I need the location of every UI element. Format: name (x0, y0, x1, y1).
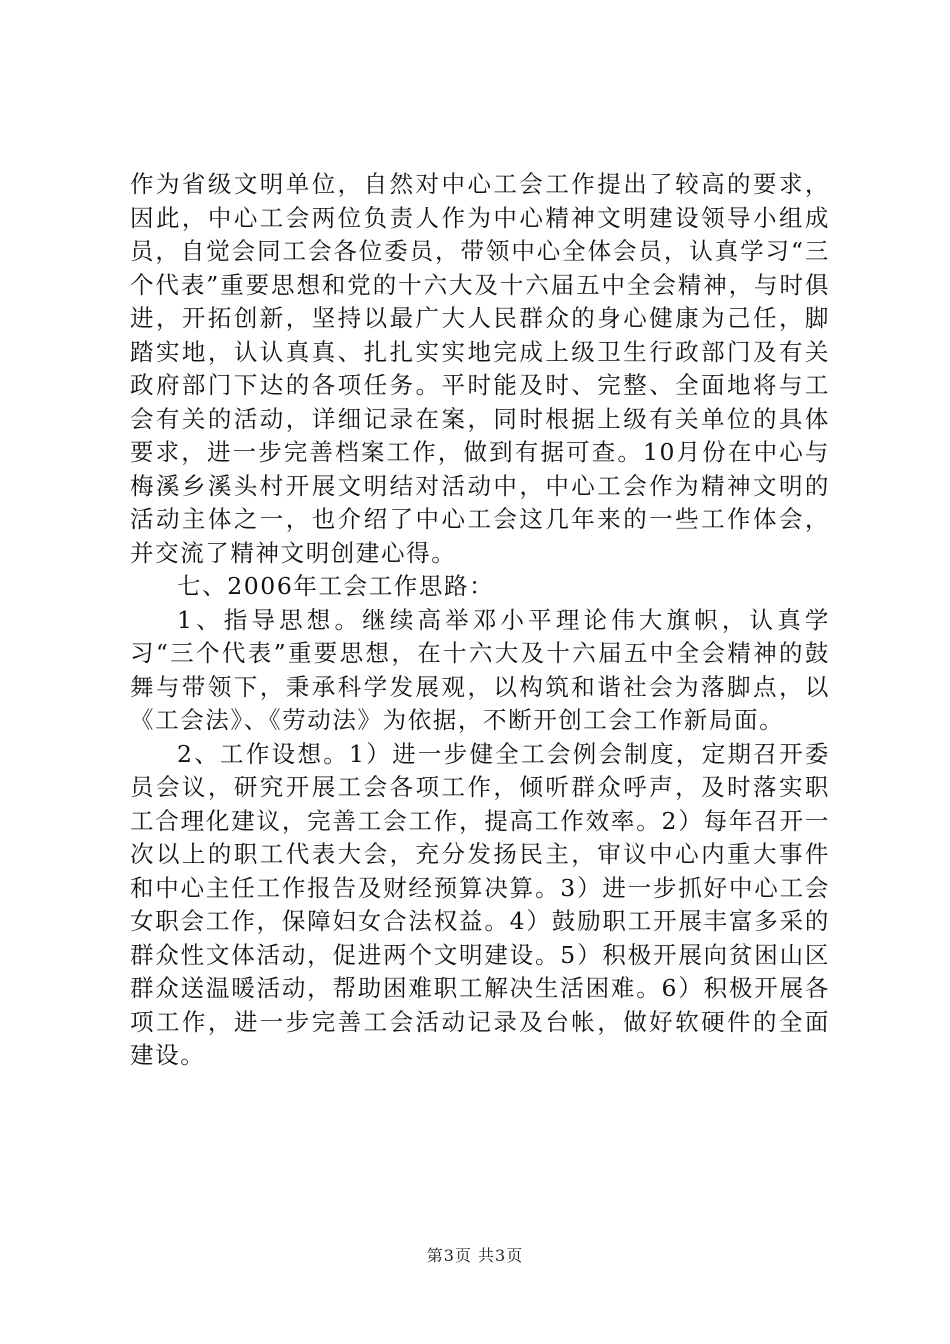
section-heading-2006-plan: 七、2006年工会工作思路： (177, 572, 495, 600)
page-number-footer: 第3页 共3页 (426, 1246, 524, 1265)
paragraph-civilization-work: 作为省级文明单位，自然对中心工会工作提出了较高的要求，因此，中心工会两位负责人作为中心精神文明建设领导小组成员，自觉会同工会各位委员，带领中心全体会员，认真学习“三个代表”重要思想和党的十六大及十六届五中全会精神，与时俱进，开拓创新，坚持以最广大人民群众的身心健康为己任，脚踏实地，认认真真、扎扎实实地完成上级卫生行政部门及有关政府部门下达的各项任务。平时能及时、完整、全面地将与工会有关的活动，详细记录在案，同时根据上级有关单位的具体要求，进一步完善档案工作，做到有据可查。10月份在中心与梅溪乡溪头村开展文明结对活动中，中心工会作为精神文明的活动主体之一，也介绍了中心工会这几年来的一些工作体会，并交流了精神文明创建心得。 (130, 170, 830, 567)
paragraph-work-plans: 2、工作设想。1）进一步健全工会例会制度，定期召开委员会议，研究开展工会各项工作，倾听群众呼声，及时落实职工合理化建议，完善工会工作，提高工作效率。2）每年召开一次以上的职工代表大会，充分发扬民主，审议中心内重大事件和中心主任工作报告及财经预算决算。3）进一步抓好中心工会女职会工作，保障妇女合法权益。4）鼓励职工开展丰富多采的群众性文体活动，促进两个文明建设。5）积极开展向贫困山区群众送温暖活动，帮助困难职工解决生活困难。6）积极开展各项工作，进一步完善工会活动记录及台帐，做好软硬件的全面建设。 (130, 739, 830, 1069)
document-body (130, 168, 830, 1073)
paragraph-guiding-ideology: 1、指导思想。继续高举邓小平理论伟大旗帜，认真学习“三个代表”重要思想，在十六大及十六届五中全会精神的鼓舞与带领下，秉承科学发展观，以构筑和谐社会为落脚点，以《工会法》、《劳动法》为依据，不断开创工会工作新局面。 (130, 605, 830, 734)
